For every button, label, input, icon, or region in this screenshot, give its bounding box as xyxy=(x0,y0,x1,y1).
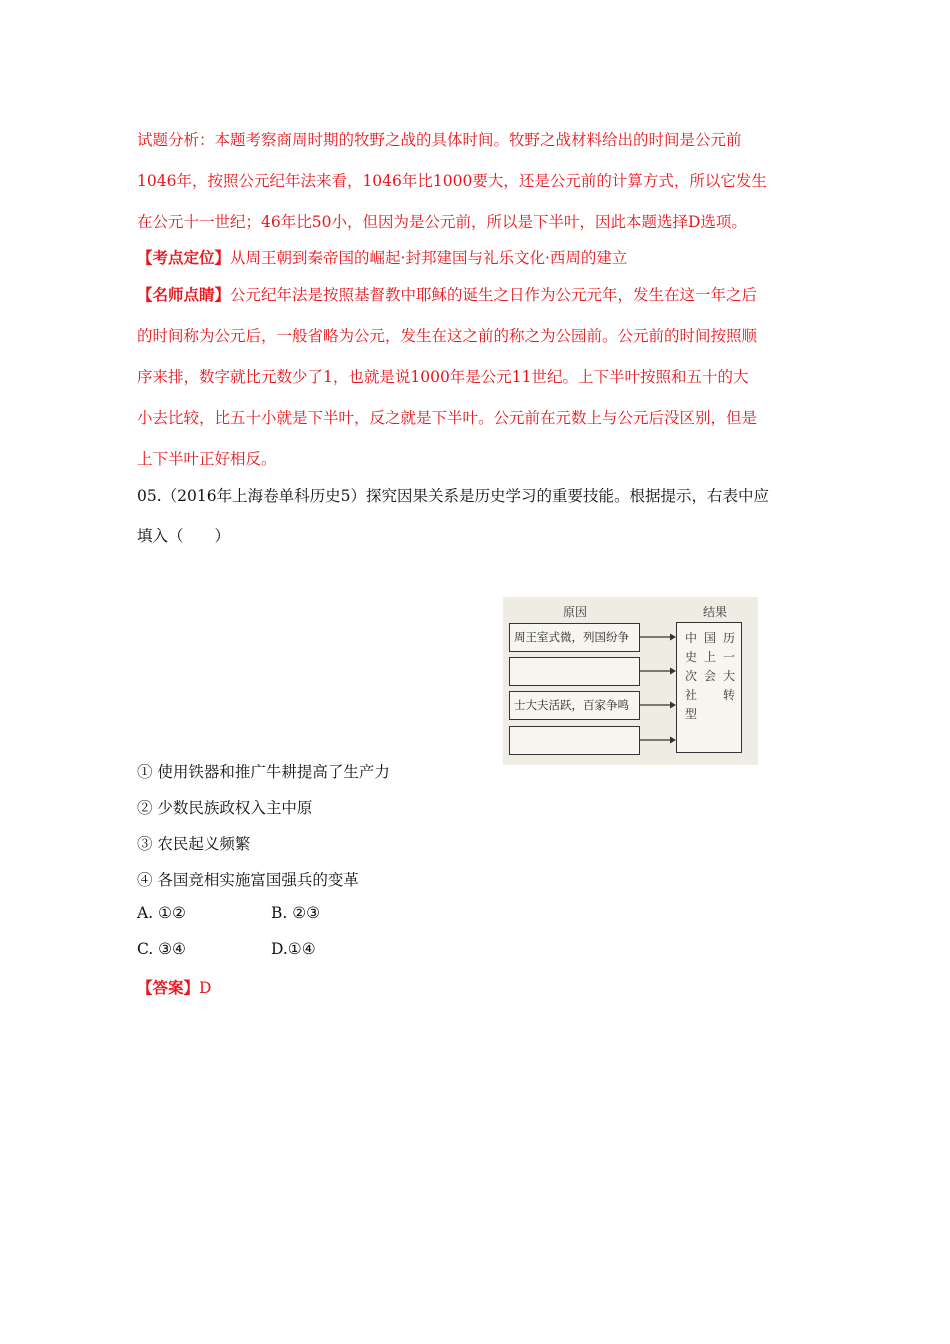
analysis-line-3: 在公元十一世纪；46年比50小，但因为是公元前，所以是下半叶，因此本题选择D选项。 xyxy=(137,213,747,231)
cause-header: 原因 xyxy=(563,605,588,619)
tips-line-3: 序来排，数字就比元数少了1，也就是说1000年是公元11世纪。上下半叶按照和五十的大 xyxy=(137,368,749,386)
choice-b: B. ②③ xyxy=(271,904,321,922)
tips-line-5: 上下半叶正好相反。 xyxy=(137,450,277,468)
tips-text: 公元纪年法是按照基督教中耶稣的诞生之日作为公元元年，发生在这一年之后 xyxy=(230,286,758,304)
analysis-line-2: 1046年，按照公元纪年法来看，1046年比1000要大，还是公元前的计算方式，所以它发生 xyxy=(137,172,767,190)
option-2: ② 少数民族政权入主中原 xyxy=(137,799,313,817)
cause-box-1: 周王室式微，列国纷争 xyxy=(509,623,640,652)
choice-d: D.①④ xyxy=(271,940,316,958)
question-line-2: 填入（ ） xyxy=(137,527,231,545)
cause-effect-diagram xyxy=(503,597,758,765)
question-line-1: 05.（2016年上海卷单科历史5）探究因果关系是历史学习的重要技能。根据提示，右表中应 xyxy=(137,487,769,505)
answer-line xyxy=(137,976,211,998)
arrow-1 xyxy=(640,632,676,642)
option-4: ④ 各国竞相实施富国强兵的变革 xyxy=(137,871,359,889)
option-3: ③ 农民起义频繁 xyxy=(137,835,251,853)
tips-line-2: 的时间称为公元后，一般省略为公元，发生在这之前的称之为公园前。公元前的时间按照顺 xyxy=(137,327,758,345)
tips-line-1 xyxy=(137,283,757,305)
result-column-1: 中史次社型 xyxy=(684,631,697,721)
result-box xyxy=(676,622,742,753)
arrow-2 xyxy=(640,666,676,676)
cause-box-4-blank xyxy=(509,726,640,755)
result-column-3: 历一大转 xyxy=(722,631,735,702)
point-text: 从周王朝到秦帝国的崛起·封邦建国与礼乐文化·西周的建立 xyxy=(230,249,628,267)
arrow-3 xyxy=(640,700,676,710)
choice-a: A. ①② xyxy=(137,904,186,922)
cause-box-3: 士大夫活跃，百家争鸣 xyxy=(509,691,640,720)
analysis-line-1: 试题分析：本题考察商周时期的牧野之战的具体时间。牧野之战材料给出的时间是公元前 xyxy=(137,131,742,149)
point-label: 【考点定位】 xyxy=(137,248,231,267)
tips-label: 【名师点睛】 xyxy=(137,285,231,304)
answer-value: D xyxy=(199,979,212,997)
answer-label: 【答案】 xyxy=(137,978,200,997)
cause-box-2-blank xyxy=(509,657,640,686)
point-line xyxy=(137,246,627,268)
choice-c: C. ③④ xyxy=(137,940,186,958)
option-1: ① 使用铁器和推广牛耕提高了生产力 xyxy=(137,763,390,781)
arrow-4 xyxy=(640,735,676,745)
result-header: 结果 xyxy=(703,605,728,619)
result-column-2: 国上会 xyxy=(703,631,716,683)
tips-line-4: 小去比较，比五十小就是下半叶，反之就是下半叶。公元前在元数上与公元后没区别，但是 xyxy=(137,409,758,427)
